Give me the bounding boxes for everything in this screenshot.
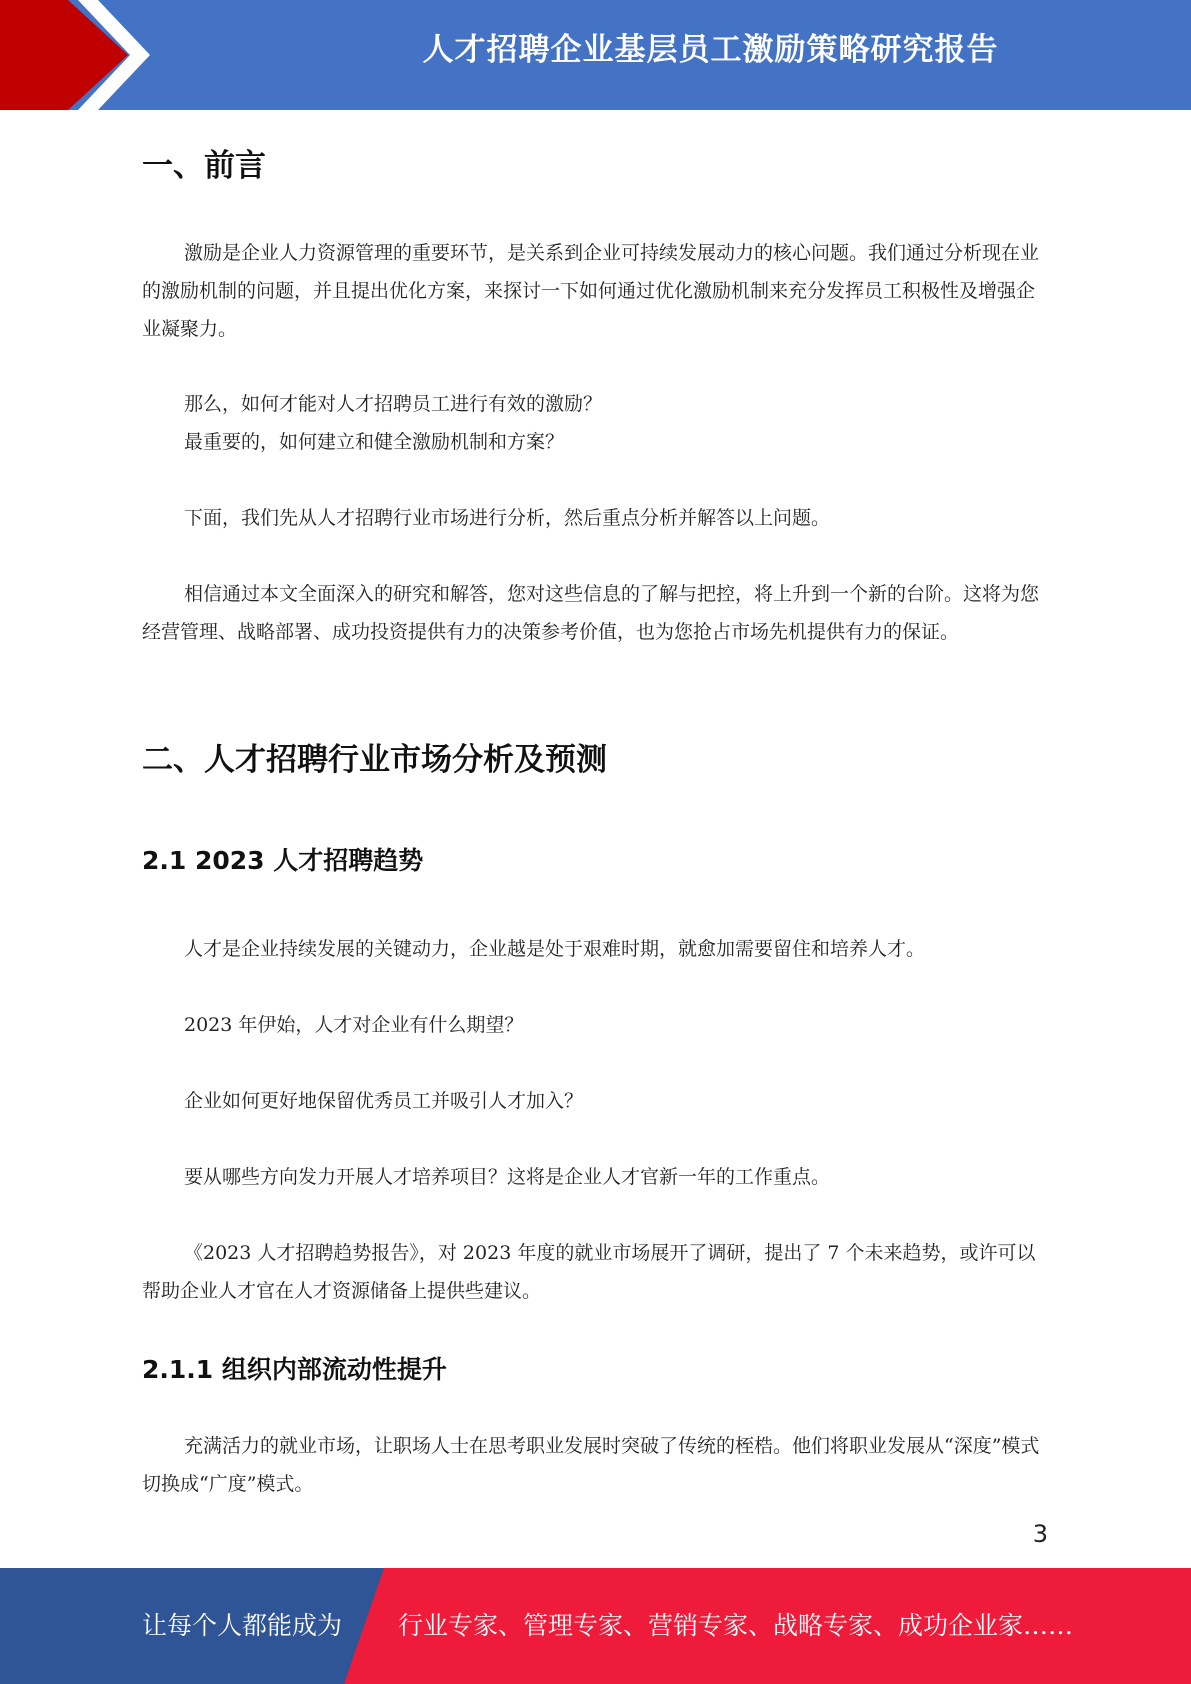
page-footer — [0, 1568, 1191, 1684]
section-heading-preface: 一、前言 — [142, 148, 266, 184]
paragraph: 相信通过本文全面深入的研究和解答，您对这些信息的了解与把控，将上升到一个新的台阶。这将为您经营管理、战略部署、成功投资提供有力的决策参考价值，也为您抢占市场先机提供有力的保证。 — [142, 583, 1040, 643]
section-heading-market-analysis: 二、人才招聘行业市场分析及预测 — [142, 742, 607, 778]
page-number: 3 — [1032, 1520, 1048, 1548]
paragraph: 要从哪些方向发力开展人才培养项目？这将是企业人才官新一年的工作重点。 — [184, 1166, 831, 1188]
footer-slogan-right: 行业专家、管理专家、营销专家、战略专家、成功企业家…… — [398, 1611, 1074, 1640]
footer-slogan-left: 让每个人都能成为 — [142, 1611, 343, 1640]
page-header — [0, 0, 1191, 110]
paragraph: 2023 年伊始，人才对企业有什么期望？ — [184, 1014, 524, 1036]
subsection-heading-2-1-1: 2.1.1 组织内部流动性提升 — [142, 1355, 447, 1384]
subsection-heading-2-1: 2.1 2023 人才招聘趋势 — [142, 846, 424, 875]
paragraph: 充满活力的就业市场，让职场人士在思考职业发展时突破了传统的桎梏。他们将职业发展从“深度”模式切换成“广度”模式。 — [142, 1435, 1040, 1495]
paragraph: 人才是企业持续发展的关键动力，企业越是处于艰难时期，就愈加需要留住和培养人才。 — [184, 938, 926, 960]
header-arrow-decoration — [0, 0, 160, 110]
header-title: 人才招聘企业基层员工激励策略研究报告 — [422, 32, 999, 68]
paragraph: 下面，我们先从人才招聘行业市场进行分析，然后重点分析并解答以上问题。 — [184, 507, 831, 529]
question-line: 最重要的，如何建立和健全激励机制和方案？ — [184, 431, 565, 453]
paragraph: 《2023 人才招聘趋势报告》，对 2023 年度的就业市场展开了调研，提出了 7 个未来趋势，或许可以帮助企业人才官在人才资源储备上提供些建议。 — [142, 1242, 1036, 1302]
question-line: 那么，如何才能对人才招聘员工进行有效的激励？ — [184, 393, 603, 415]
paragraph: 激励是企业人力资源管理的重要环节，是关系到企业可持续发展动力的核心问题。我们通过分析现在业的激励机制的问题，并且提出优化方案，来探讨一下如何通过优化激励机制来充分发挥员工积极性及增强企业凝聚力。 — [142, 242, 1040, 340]
paragraph: 企业如何更好地保留优秀员工并吸引人才加入？ — [184, 1090, 584, 1112]
